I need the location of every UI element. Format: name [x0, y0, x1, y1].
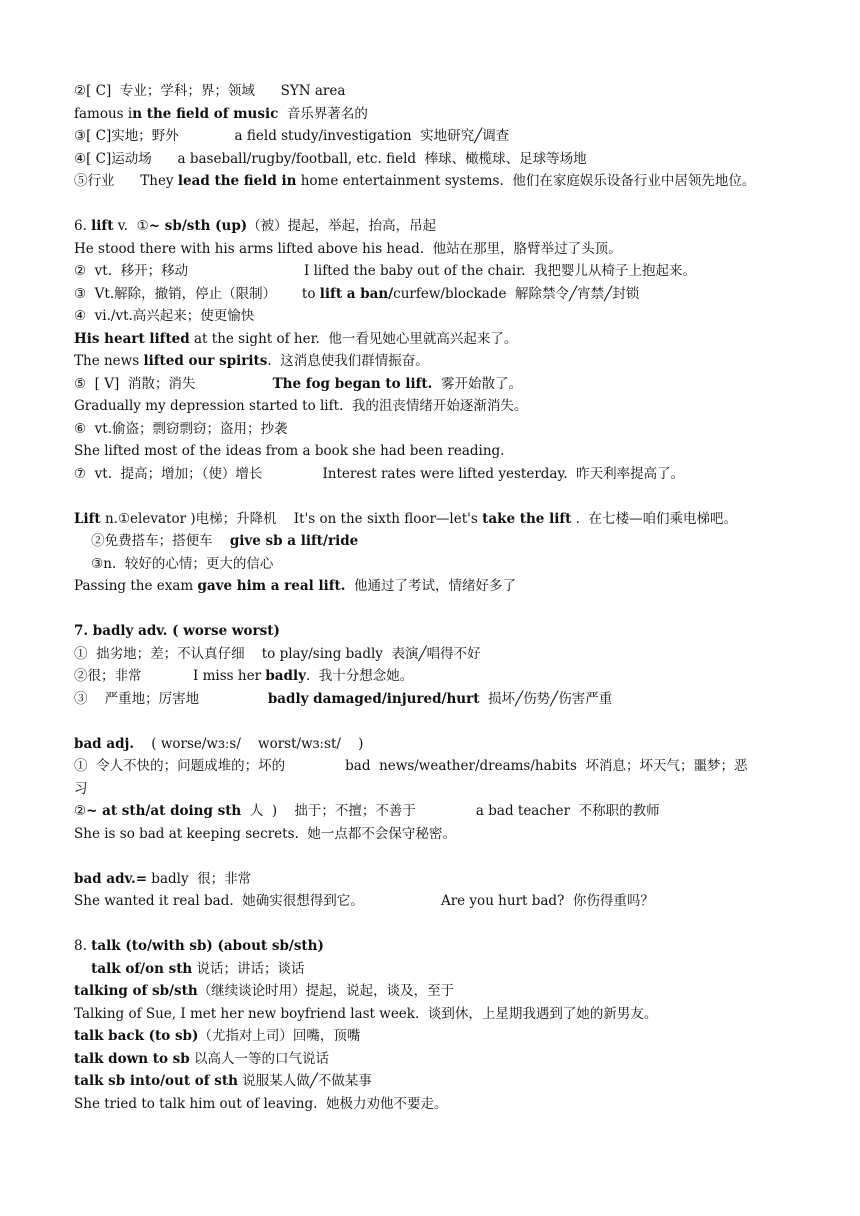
text-line: [74, 508, 804, 531]
blank-line: [74, 598, 804, 621]
blank-line: [74, 193, 804, 216]
text-line: [74, 238, 804, 261]
blank-line: [74, 913, 804, 936]
text-segment: ③[ C]实地；野外 a field study/investigation 实地研究╱调查: [74, 128, 510, 144]
text-line: [74, 1070, 804, 1093]
bold-text-segment: talk of/on sth: [91, 960, 193, 977]
text-line: [74, 958, 804, 981]
text-line: [74, 530, 804, 553]
text-line: [74, 935, 804, 958]
text-segment: 6.: [74, 218, 92, 234]
bold-text-segment: talk (to/with sb) (about sb/sth): [91, 938, 324, 954]
text-line: [74, 755, 804, 778]
text-line: [74, 1025, 804, 1048]
bold-text-segment: His heart lifted: [74, 330, 190, 347]
bold-text-segment: give sb a lift/ride: [229, 533, 359, 549]
text-line: [74, 665, 804, 688]
text-segment: 习: [74, 780, 88, 797]
text-segment: 说服某人做╱不做某事: [237, 1073, 372, 1089]
text-segment: （尤指对上司）回嘴，顶嘴: [198, 1028, 361, 1044]
bold-text-segment: lead the field in: [177, 173, 297, 189]
text-segment: 他通过了考试，情绪好多了: [345, 578, 517, 594]
text-line: [74, 148, 804, 171]
text-line: [74, 688, 804, 711]
text-line: [74, 620, 804, 643]
text-segment: ⑦ vt. 提高；增加；（使）增长 Interest rates were lifted yesterday. 昨天利率提高了。: [74, 465, 685, 482]
text-segment: 雾开始散了。: [432, 375, 522, 392]
bold-text-segment: lifted our spirits: [143, 353, 268, 369]
bold-text-segment: talk back (to sb): [74, 1028, 199, 1044]
text-line: [74, 103, 804, 126]
text-segment: . 这消息使我们群情振奋。: [267, 353, 429, 369]
text-line: [74, 80, 804, 103]
text-segment: ⑥ vt.偷盗；剽窃剽窃；盗用；抄袭: [74, 420, 288, 437]
bold-text-segment: ~ sb/sth (up): [148, 218, 248, 234]
text-line: [74, 575, 804, 598]
text-line: [74, 440, 804, 463]
bold-text-segment: ~ at sth/at doing sth: [86, 803, 242, 819]
bold-text-segment: badly: [265, 668, 306, 684]
text-segment: ( worse/wɜːs/ worst/wɜːst/ ): [134, 735, 364, 752]
text-segment: [74, 961, 91, 977]
text-segment: home entertainment systems. 他们在家庭娱乐设备行业中居领先地位。: [296, 173, 756, 189]
bold-text-segment: n the field of music: [132, 105, 279, 122]
text-segment: ③n. 较好的心情；更大的信心: [74, 555, 274, 572]
text-segment: ②很；非常 I miss her: [74, 668, 266, 684]
text-segment: ③ Vt.解除，撤销，停止（限制） to: [74, 285, 320, 302]
text-segment: curfew/blockade 解除禁令╱宵禁╱封锁: [393, 285, 640, 302]
bold-text-segment: badly damaged/injured/hurt: [267, 690, 480, 707]
text-line: [74, 283, 804, 306]
text-segment: ②: [74, 803, 87, 819]
text-segment: ① 拙劣地；差；不认真仔细 to play/sing badly 表演╱唱得不好: [74, 645, 481, 662]
text-segment: Gradually my depression started to lift. 我的沮丧情绪开始逐渐消失。: [74, 398, 528, 414]
text-line: [74, 125, 804, 148]
text-segment: 人 ) 拙于；不擅；不善于 a bad teacher 不称职的教师: [241, 803, 660, 819]
bold-text-segment: talk sb into/out of sth: [74, 1073, 238, 1089]
text-line: [74, 1048, 804, 1071]
text-line: [74, 350, 804, 373]
text-segment: ⑤行业 They: [74, 173, 178, 189]
text-line: [74, 373, 804, 396]
document-page: [74, 80, 804, 1115]
text-segment: The news: [74, 353, 144, 369]
text-segment: ④ vi./vt.高兴起来；使更愉快: [74, 308, 255, 324]
text-segment: Passing the exam: [74, 578, 198, 594]
bold-text-segment: lift a ban/: [319, 285, 394, 302]
text-segment: ① 令人不快的；问题成堆的；坏的 bad news/weather/dreams/habits 坏消息；坏天气；噩梦；恶: [74, 758, 748, 774]
text-line: [74, 800, 804, 823]
text-line: [74, 305, 804, 328]
text-line: [74, 733, 804, 756]
bold-text-segment: lift: [91, 218, 114, 234]
blank-line: [74, 485, 804, 508]
text-segment: 以高人一等的口气说话: [189, 1050, 330, 1067]
bold-text-segment: talking of sb/sth: [74, 983, 198, 999]
text-line: [74, 215, 804, 238]
blank-line: [74, 845, 804, 868]
text-segment: She is so bad at keeping secrets. 她一点都不会保守秘密。: [74, 825, 456, 842]
text-segment: ② vt. 移开；移动 I lifted the baby out of the chair. 我把婴儿从椅子上抱起来。: [74, 263, 697, 279]
bold-text-segment: gave him a real lift.: [197, 578, 346, 594]
text-segment: 说话；讲话；谈话: [192, 960, 305, 977]
bold-text-segment: 7. badly adv. ( worse worst): [74, 623, 280, 639]
bold-text-segment: The fog began to lift.: [272, 375, 433, 392]
text-line: [74, 553, 804, 576]
text-segment: 8.: [74, 938, 92, 954]
text-segment: badly 很；非常: [147, 870, 252, 887]
text-segment: （被）提起，举起，抬高，吊起: [247, 218, 437, 234]
text-segment: famous i: [74, 105, 133, 122]
text-segment: She wanted it real bad. 她确实很想得到它。 Are you hurt bad? 你伤得重吗？: [74, 893, 654, 909]
text-segment: Talking of Sue, I met her new boyfriend last week. 谈到休，上星期我遇到了她的新男友。: [74, 1005, 658, 1022]
text-line: [74, 1093, 804, 1116]
blank-line: [74, 710, 804, 733]
text-segment: . 我十分想念她。: [305, 668, 414, 684]
text-line: [74, 823, 804, 846]
text-line: [74, 395, 804, 418]
text-segment: ④[ C]运动场 a baseball/rugby/football, etc. field 棒球、橄榄球、足球等场地: [74, 150, 587, 167]
text-segment: ⑤ [ V] 消散；消失: [74, 375, 273, 392]
text-line: [74, 170, 804, 193]
bold-text-segment: bad adj.: [74, 735, 135, 752]
text-segment: . 在七楼—咱们乘电梯吧。: [571, 510, 738, 527]
text-segment: 损坏╱伤势╱伤害严重: [479, 690, 613, 707]
text-line: [74, 328, 804, 351]
text-line: [74, 890, 804, 913]
text-segment: He stood there with his arms lifted above his head. 他站在那里，胳臂举过了头顶。: [74, 240, 622, 257]
bold-text-segment: Lift: [74, 510, 101, 527]
text-line: [74, 418, 804, 441]
text-line: [74, 1003, 804, 1026]
text-line: [74, 260, 804, 283]
bold-text-segment: talk down to sb: [74, 1050, 190, 1067]
text-segment: v. ①: [113, 218, 149, 234]
text-segment: 音乐界著名的: [278, 105, 368, 122]
text-segment: ③ 严重地；厉害地: [74, 690, 268, 707]
text-segment: （继续谈论时用）提起，说起，谈及，至于: [197, 983, 455, 999]
text-segment: She lifted most of the ideas from a book she had been reading.: [74, 443, 505, 459]
text-segment: She tried to talk him out of leaving. 她极力劝他不要走。: [74, 1095, 448, 1112]
text-line: [74, 980, 804, 1003]
text-segment: at the sight of her. 他一看见她心里就高兴起来了。: [189, 330, 518, 347]
text-line: [74, 868, 804, 891]
text-line: [74, 643, 804, 666]
text-line: [74, 778, 804, 801]
text-segment: ②[ C] 专业；学科；界；领域 SYN area: [74, 83, 346, 99]
bold-text-segment: bad adv.=: [74, 870, 148, 887]
text-segment: n.①elevator )电梯；升降机 It's on the sixth floor—let's: [100, 510, 483, 527]
text-segment: ②免费搭车；搭便车: [74, 533, 230, 549]
bold-text-segment: take the lift: [482, 510, 572, 527]
text-line: [74, 463, 804, 486]
